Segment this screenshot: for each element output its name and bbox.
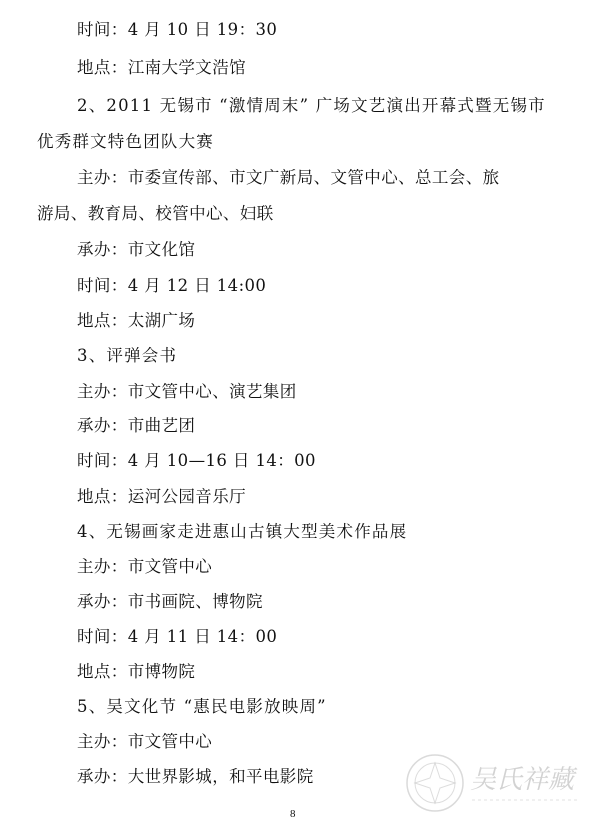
text-line: 主办：市文管中心 (77, 557, 213, 576)
watermark-stamp (400, 748, 590, 818)
section-heading: 4、无锡画家走进惠山古镇大型美术作品展 (77, 522, 408, 541)
text-line: 承办：市曲艺团 (77, 416, 196, 435)
section-heading: 3、评弹会书 (77, 346, 178, 365)
section-heading: 2、2011 无锡市 “激情周末” 广场文艺演出开幕式暨无锡市 (77, 96, 546, 115)
text-line: 主办：市文管中心、演艺集团 (77, 382, 297, 401)
section-heading: 5、吴文化节 “惠民电影放映周” (77, 697, 327, 716)
page-number: 8 (290, 808, 296, 820)
text-line: 时间：4 月 10—16 日 14：00 (77, 451, 316, 470)
text-line: 主办：市文管中心 (77, 732, 213, 751)
text-line: 时间：4 月 10 日 19：30 (77, 20, 278, 39)
watermark-text: 吴氏祥藏 (470, 765, 575, 795)
section-heading-continued: 优秀群文特色团队大赛 (37, 132, 214, 151)
text-line: 时间：4 月 11 日 14：00 (77, 627, 278, 646)
text-line: 地点：运河公园音乐厅 (77, 487, 246, 506)
text-line: 地点：市博物院 (77, 662, 196, 681)
text-line: 主办：市委宣传部、市文广新局、文管中心、总工会、旅 (77, 168, 500, 187)
text-line: 承办：市书画院、博物院 (77, 592, 263, 611)
text-line: 承办：市文化馆 (77, 240, 196, 259)
text-line-continued: 游局、教育局、校管中心、妇联 (37, 204, 274, 223)
text-line: 时间：4 月 12 日 14:00 (77, 276, 267, 295)
text-line: 承办：大世界影城，和平电影院 (77, 767, 314, 786)
text-line: 地点：江南大学文浩馆 (77, 58, 246, 77)
text-line: 地点：太湖广场 (77, 311, 196, 330)
